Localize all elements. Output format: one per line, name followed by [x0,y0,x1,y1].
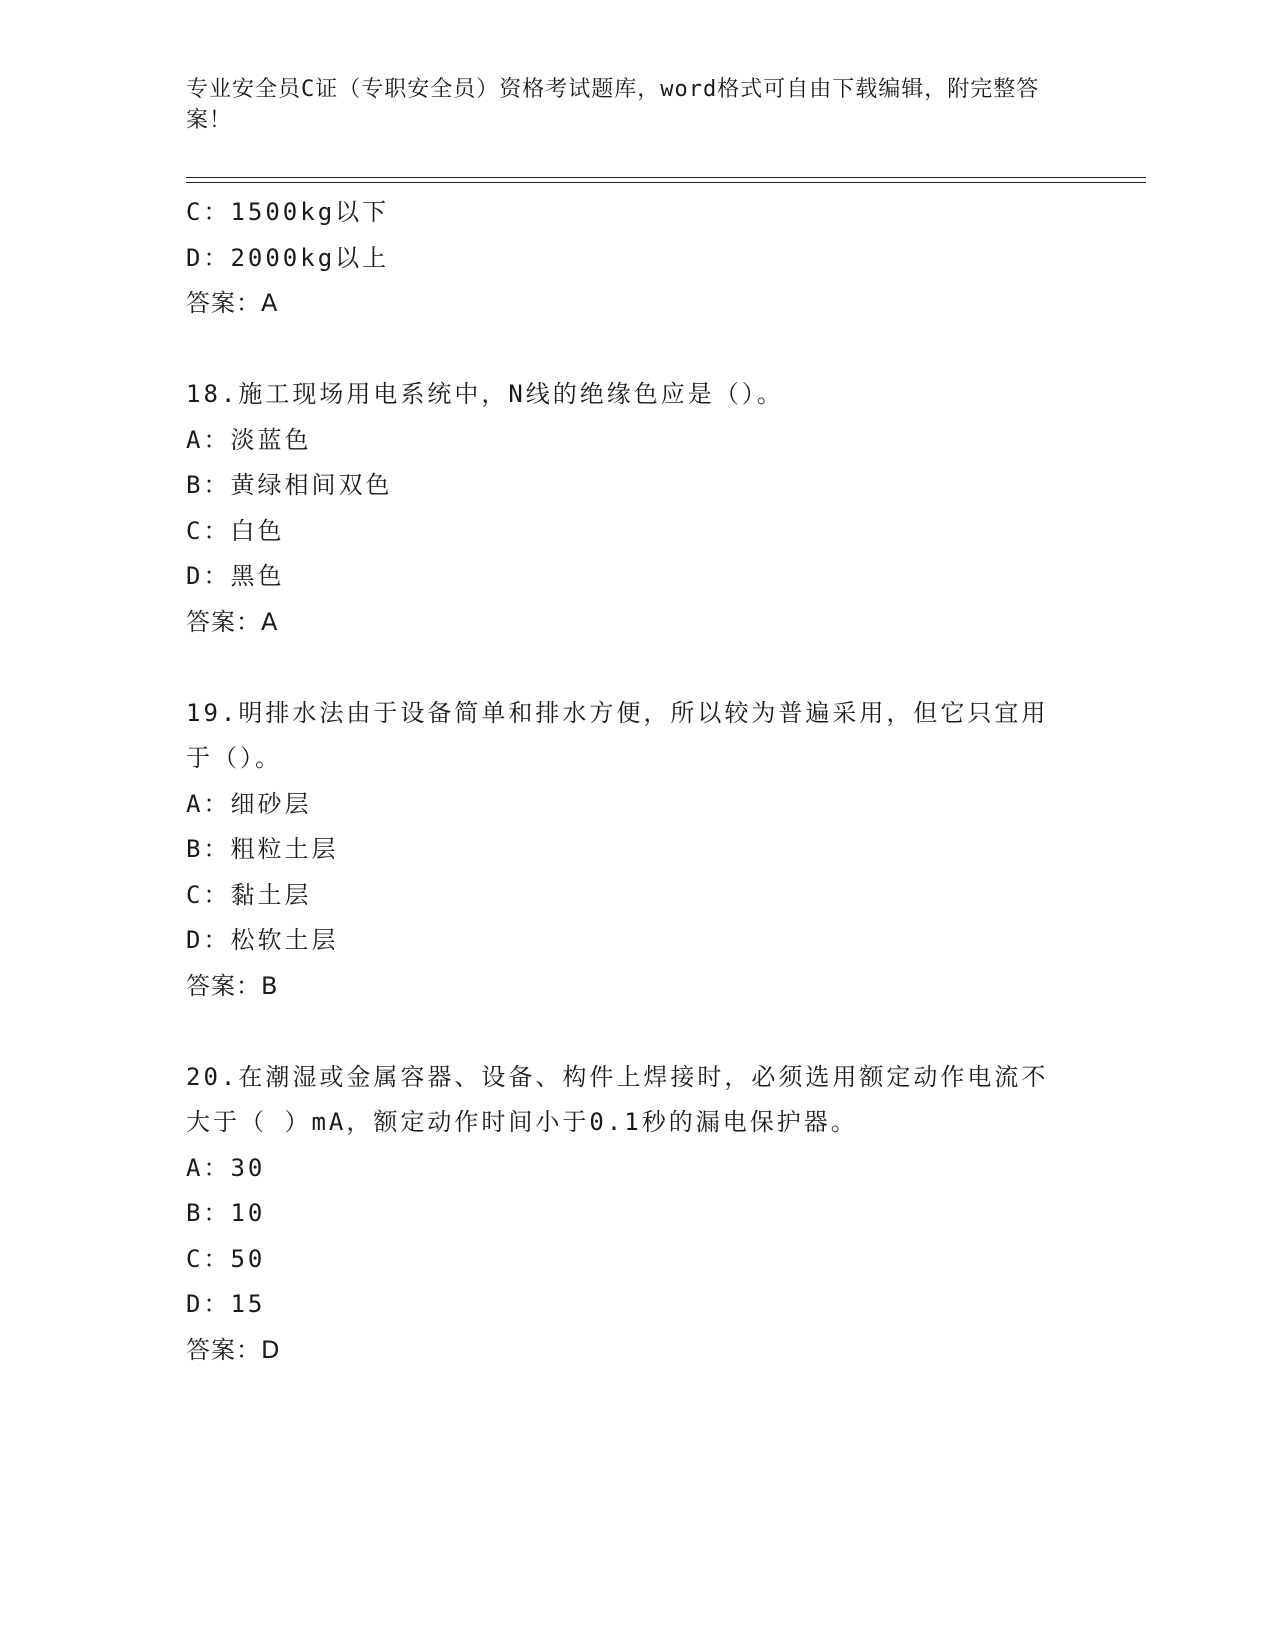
option-c: C：白色 [186,516,285,545]
option-d: D：松软土层 [186,926,339,954]
option-d: D：2000kg以上 [186,243,390,272]
option-c: C：1500kg以下 [186,198,390,226]
option-a: A：细砂层 [186,789,312,818]
question-stem-18: 18.施工现场用电系统中，N线的绝缘色应是（）。 [186,380,784,408]
question-stem-20: 20.在潮湿或金属容器、设备、构件上焊接时，必须选用额定动作电流不大于（ ）mA，额定动作时间小于0.1秒的漏电保护器。 [186,1062,1049,1136]
option-c: C：50 [186,1244,266,1273]
answer-line: 答案：A [186,607,279,636]
option-c: C：黏土层 [186,880,312,909]
option-a: A：30 [186,1153,266,1182]
option-b: B：黄绿相间双色 [186,471,393,499]
answer-line: 答案：A [186,289,279,317]
option-b: B：粗粒土层 [186,835,339,863]
question-content [186,190,1086,1373]
header-divider-bottom [186,182,1146,183]
option-d: D：15 [186,1290,266,1318]
question-stem-19: 19.明排水法由于设备简单和排水方便，所以较为普遍采用，但它只宜用于（）。 [186,698,1049,772]
header-divider-top [186,177,1146,178]
answer-line: 答案：D [186,1335,281,1364]
option-a: A：淡蓝色 [186,425,312,454]
answer-line: 答案：B [186,971,279,1000]
document-header: 专业安全员C证（专职安全员）资格考试题库，word格式可自由下载编辑，附完整答案！ [186,77,1040,133]
option-b: B：10 [186,1199,266,1227]
option-d: D：黑色 [186,562,285,590]
